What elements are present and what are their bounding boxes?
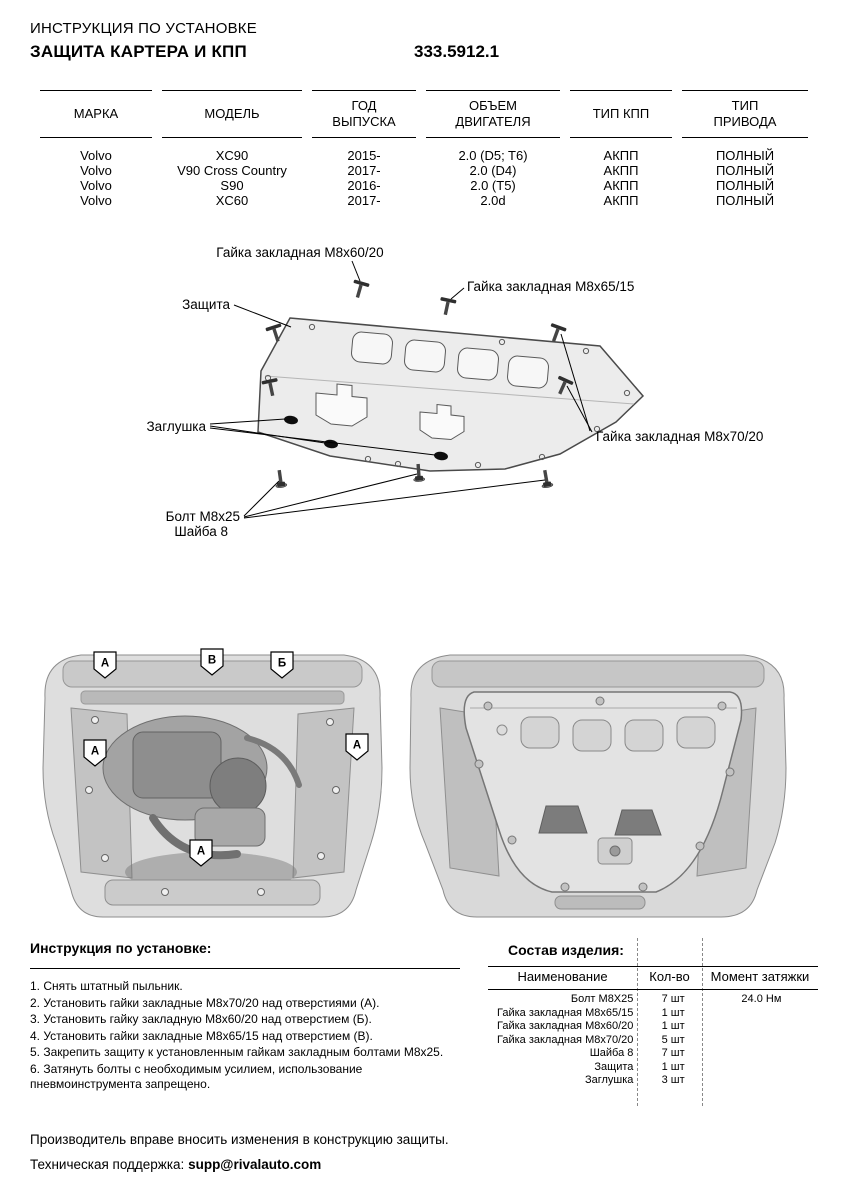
parts-col-name: Наименование <box>517 969 608 984</box>
install-step: 5. Закрепить защиту к установленным гайкам закладным болтами M8x25. <box>30 1045 444 1059</box>
spec-cell: 2.0 (T5) <box>470 178 516 193</box>
parts-row: Защита 1 шт <box>594 1060 685 1073</box>
spec-cell: XC90 <box>215 148 249 163</box>
spec-cell: 2016- <box>347 178 381 193</box>
parts-row: Шайба 8 7 шт <box>589 1047 685 1059</box>
spec-cell: АКПП <box>603 178 639 193</box>
shield-plate-drawing <box>258 318 643 471</box>
install-step: 3. Установить гайку закладную M8x60/20 над отверстием (Б). <box>30 1012 372 1026</box>
parts-row: Гайка закладная M8x60/20 1 шт <box>496 1020 685 1032</box>
label-bolt: Болт M8x25 <box>165 509 240 524</box>
spec-row <box>40 138 808 163</box>
support-label: Техническая поддержка: <box>30 1157 185 1172</box>
col-header-gearbox: ТИП КПП <box>570 90 672 138</box>
spec-cell: 2.0 (D5; T6) <box>458 148 528 163</box>
part-number: 333.5912.1 <box>414 42 500 61</box>
label-plug: Заглушка <box>146 419 206 434</box>
spec-cell: 2017- <box>347 193 381 208</box>
parts-list-title: Состав изделия: <box>508 942 624 958</box>
install-instructions-title: Инструкция по установке: <box>30 940 212 956</box>
spec-cell: ПОЛНЫЙ <box>715 148 775 163</box>
label-washer: Шайба 8 <box>174 524 228 539</box>
spec-cell: S90 <box>220 178 244 193</box>
parts-header-row <box>488 969 818 984</box>
svg-text:В: В <box>207 654 217 667</box>
install-step: 6. Затянуть болты с необходимым усилием, использование пневмоинструмента запрещено. <box>30 1061 363 1091</box>
divider <box>488 989 818 990</box>
spec-cell: АКПП <box>603 193 639 208</box>
spec-cell: Volvo <box>80 163 112 178</box>
spec-cell: ПОЛНЫЙ <box>715 193 775 208</box>
install-instructions <box>30 940 460 1094</box>
col-header-model: МОДЕЛЬ <box>162 90 302 138</box>
manufacturer-note: Производитель вправе вносить изменения в конструкцию защиты. <box>30 1132 449 1147</box>
spec-cell: 2015- <box>347 148 381 163</box>
install-step: 1. Снять штатный пыльник. <box>30 979 183 993</box>
spec-cell: Volvo <box>80 178 112 193</box>
spec-header-row <box>40 90 808 138</box>
install-step: 2. Установить гайки закладные M8x70/20 над отверстиями (А). <box>30 995 380 1010</box>
col-header-drive: ТИП ПРИВОДА <box>682 90 808 138</box>
label-shield: Защита <box>182 297 230 312</box>
svg-text:А: А <box>100 657 110 670</box>
parts-col-torque: Момент затяжки <box>710 969 810 984</box>
parts-list <box>488 993 818 1088</box>
underbody-photo-after <box>400 640 795 935</box>
spec-cell: XC60 <box>215 193 249 208</box>
divider <box>488 966 818 967</box>
spec-cell: АКПП <box>603 163 639 178</box>
spec-cell: Volvo <box>80 148 112 163</box>
spec-row <box>40 163 808 178</box>
product-title: ЗАЩИТА КАРТЕРА И КПП <box>30 42 247 61</box>
svg-text:А: А <box>196 845 206 858</box>
divider <box>30 968 460 969</box>
underbody-photo-before <box>35 640 390 935</box>
support-line <box>30 1157 321 1172</box>
svg-text:А: А <box>90 745 100 758</box>
parts-row: Заглушка 3 шт <box>584 1074 685 1086</box>
doc-type-title: ИНСТРУКЦИЯ ПО УСТАНОВКЕ <box>30 20 257 37</box>
label-nut-m8x60: Гайка закладная M8x60/20 <box>216 245 384 260</box>
spec-cell: 2017- <box>347 163 381 178</box>
spec-cell: ПОЛНЫЙ <box>715 163 775 178</box>
spec-cell: Volvo <box>80 193 112 208</box>
parts-row: Гайка закладная M8x65/15 1 шт <box>496 1006 685 1019</box>
label-nut-m8x65: Гайка закладная M8x65/15 <box>467 279 635 294</box>
svg-text:Б: Б <box>277 657 287 670</box>
label-nut-m8x70: Гайка закладная M8x70/20 <box>596 429 764 444</box>
parts-col-qty: Кол-во <box>649 969 690 984</box>
support-email: supp@rivalauto.com <box>188 1157 322 1172</box>
parts-row: Болт M8X25 7 шт 24.0 Нм <box>570 993 782 1005</box>
parts-row: Гайка закладная M8x70/20 5 шт <box>496 1033 685 1046</box>
svg-text:А: А <box>352 739 362 752</box>
exploded-diagram <box>0 235 848 605</box>
spec-cell: 2.0 (D4) <box>469 163 517 178</box>
vehicle-spec-table <box>30 90 818 208</box>
spec-row <box>40 178 808 193</box>
col-header-year: ГОД ВЫПУСКА <box>312 90 416 138</box>
col-header-brand: МАРКА <box>40 90 152 138</box>
spec-row <box>40 193 808 208</box>
spec-cell: ПОЛНЫЙ <box>715 178 775 193</box>
spec-cell: V90 Cross Country <box>177 163 287 178</box>
spec-cell: АКПП <box>603 148 639 163</box>
install-step: 4. Установить гайки закладные M8x65/15 над отверстием (В). <box>30 1028 373 1043</box>
col-header-engine: ОБЪЕМ ДВИГАТЕЛЯ <box>426 90 560 138</box>
spec-cell: 2.0d <box>480 193 506 208</box>
